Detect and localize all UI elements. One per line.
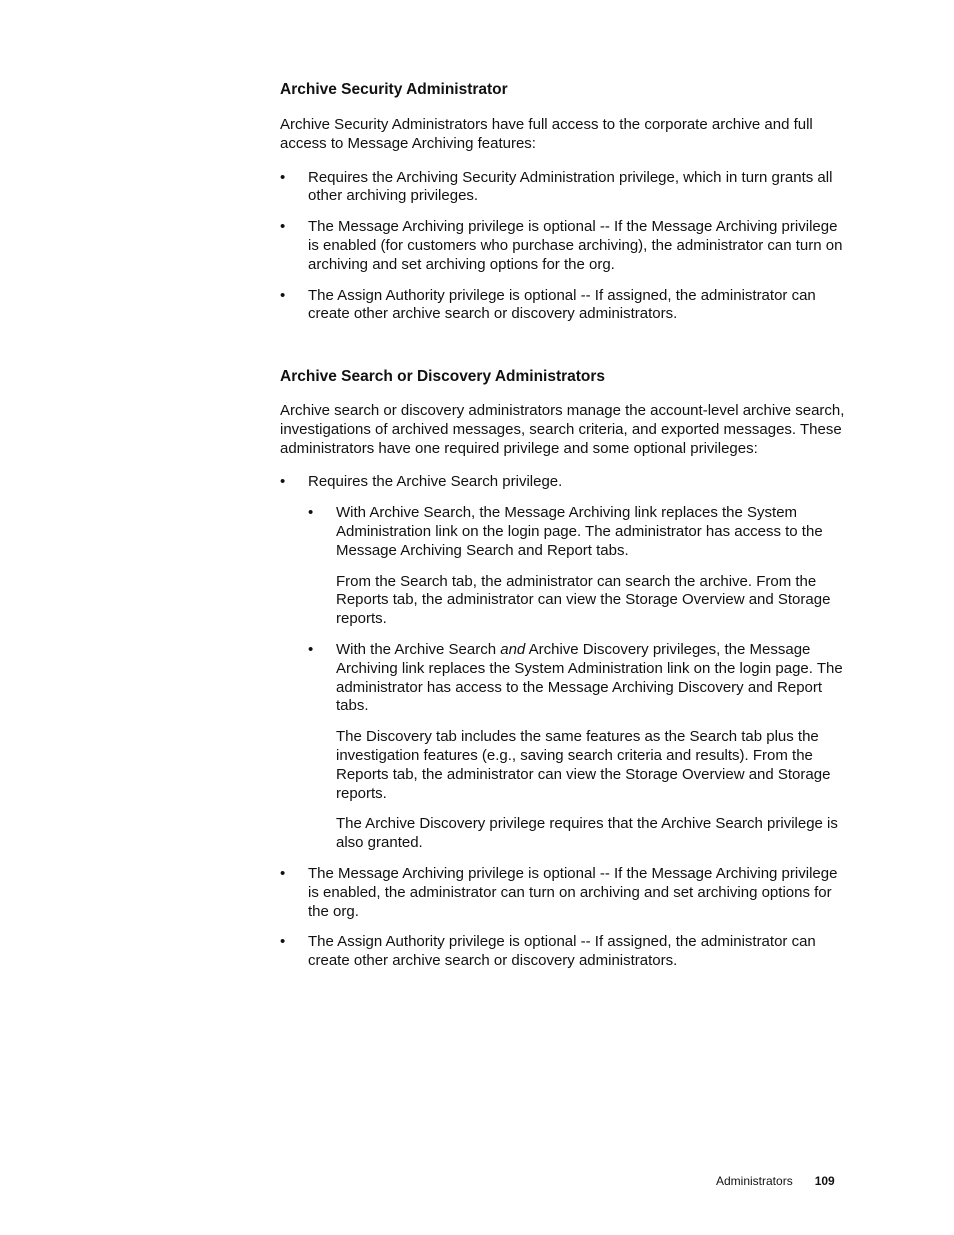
- section1-bullet-list: [280, 169, 845, 325]
- list-item-text: The Assign Authority privilege is optional -- If assigned, the administrator can create other archive search or discovery administrators.: [308, 286, 816, 323]
- bullet-marker: •: [280, 168, 286, 186]
- section2-bullet-list: [280, 473, 845, 971]
- section2-body: [280, 402, 845, 983]
- bullet-marker: •: [280, 286, 286, 304]
- sub-list-item-text: [336, 641, 843, 714]
- list-item: [280, 287, 845, 325]
- page-footer: [716, 1174, 835, 1188]
- section2-intro: Archive search or discovery administrators manage the account-level archive search, investigations of archived messages, search criteria, and exported messages. These administrators have one required privilege and some optional privileges:: [280, 402, 845, 457]
- emphasis-text: and: [500, 640, 526, 658]
- sub-list-item: [308, 504, 845, 629]
- list-item-text: The Assign Authority privilege is optional -- If assigned, the administrator can create other archive search or discovery administrators.: [308, 933, 816, 970]
- list-item-text: Requires the Archive Search privilege.: [308, 473, 563, 491]
- page-number: 109: [814, 1174, 835, 1188]
- sub-list-paragraph: The Archive Discovery privilege requires that the Archive Search privilege is also granted.: [336, 815, 838, 852]
- bullet-marker: •: [280, 933, 286, 951]
- list-item-text: Requires the Archiving Security Administration privilege, which in turn grants all other archiving privileges.: [308, 168, 833, 205]
- list-item: [280, 933, 845, 971]
- sub-list-item-text: With Archive Search, the Message Archiving link replaces the System Administration link on the login page. The administrator has access to the Message Archiving Search and Report tabs.: [336, 504, 823, 559]
- sub-list-paragraph: From the Search tab, the administrator can search the archive. From the Reports tab, the administrator can view the Storage Overview and Storage reports.: [336, 572, 831, 628]
- list-item-text: The Message Archiving privilege is optional -- If the Message Archiving privilege is enabled (for customers who purchase archiving), the administrator can turn on archiving and set archiving options for the org.: [308, 218, 843, 273]
- bullet-marker: •: [280, 218, 286, 236]
- section-heading-archive-search-or-discovery-administrators: Archive Search or Discovery Administrators: [280, 368, 606, 385]
- bullet-marker: •: [280, 864, 286, 882]
- section-heading-archive-security-administrator: Archive Security Administrator: [280, 81, 508, 98]
- list-item: [280, 218, 845, 274]
- bullet-marker: •: [308, 504, 314, 522]
- text-segment: Archive Discovery privileges, the Message Archiving link replaces the System Administration link on the login page. The administrator has access to the Message Archiving Discovery and Report tabs.: [336, 640, 843, 715]
- bullet-marker: •: [280, 473, 286, 491]
- list-item-text: The Message Archiving privilege is optional -- If the Message Archiving privilege is enabled, the administrator can turn on archiving and set archiving options for the org.: [308, 864, 838, 920]
- sub-list-item: [308, 641, 845, 853]
- sub-list-paragraph: The Discovery tab includes the same features as the Search tab plus the investigation features (e.g., saving search criteria and results). From the Reports tab, the administrator can view the Storage Overview and Storage reports.: [336, 728, 831, 802]
- section1-intro: Archive Security Administrators have full access to the corporate archive and full access to Message Archiving features:: [280, 116, 813, 152]
- list-item: [280, 169, 845, 207]
- footer-section-title: Administrators: [716, 1174, 793, 1188]
- sub-bullet-list: [308, 504, 845, 853]
- text-segment: With the Archive Search: [336, 640, 501, 658]
- bullet-marker: •: [308, 640, 314, 658]
- list-item: [280, 865, 845, 921]
- section1-body: [280, 116, 845, 336]
- list-item: [280, 473, 845, 853]
